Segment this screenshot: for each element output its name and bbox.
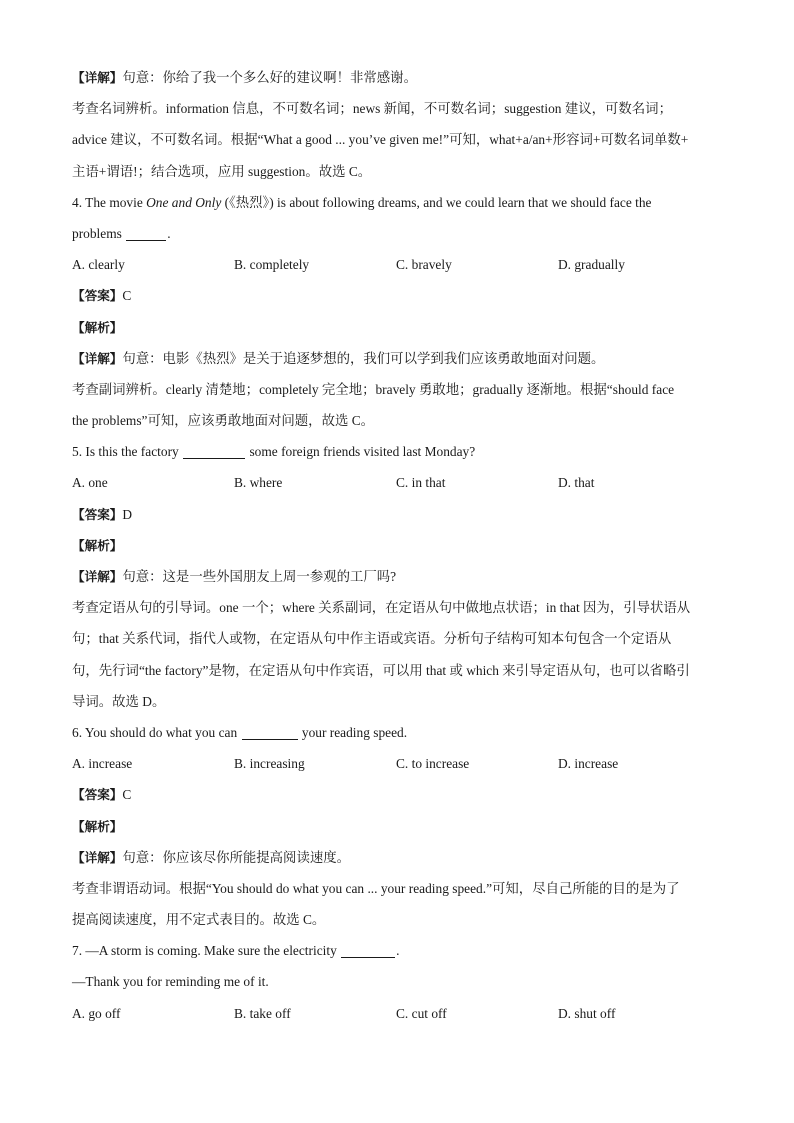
sentence-meaning: 句意：这是一些外国朋友上周一参观的工厂吗? — [122, 569, 397, 584]
option-b: B. completely — [234, 257, 310, 273]
detail-label: 【详解】 — [72, 569, 123, 584]
stem-text: problems — [72, 225, 122, 241]
stem-text: your reading speed. — [301, 724, 408, 740]
detail-label: 【详解】 — [72, 849, 123, 865]
detail-line — [72, 842, 722, 873]
stem-text: . — [167, 225, 171, 241]
sentence-meaning: 句意：你应该尽你所能提高阅读速度。 — [122, 849, 351, 865]
movie-title: One and Only — [146, 194, 222, 210]
stem-text: 5. Is this the factory — [72, 444, 179, 460]
explanation-line: 考查名词辨析。information 信息，不可数名词；news 新闻，不可数名词；suggestion 建议，可数名词； — [72, 101, 672, 117]
option-b: B. increasing — [234, 756, 305, 772]
option-b: B. take off — [234, 1005, 291, 1021]
question-6-options — [72, 748, 722, 779]
question-7-reply: —Thank you for reminding me of it. — [72, 974, 269, 990]
answer-blank — [341, 943, 395, 958]
answer-value: C — [122, 288, 132, 304]
question-4-options — [72, 249, 722, 280]
analysis-line — [72, 530, 722, 561]
option-a: A. one — [72, 475, 108, 491]
q3-detail-line — [72, 62, 722, 93]
answer-value: D — [122, 506, 133, 522]
option-c: C. cut off — [396, 1005, 447, 1021]
option-c: C. in that — [396, 475, 446, 491]
question-5-options — [72, 467, 722, 498]
explanation-line: 导词。故选 D。 — [72, 693, 166, 709]
analysis-label: 【解析】 — [72, 537, 123, 553]
stem-text: some foreign friends visited last Monday? — [249, 444, 476, 460]
detail-line — [72, 561, 722, 592]
answer-blank — [242, 725, 298, 740]
question-5-stem — [72, 436, 722, 467]
explanation-line: the problems”可知，应该勇敢地面对问题，故选 C。 — [72, 413, 375, 429]
analysis-line — [72, 811, 722, 842]
explanation-line: 考查定语从句的引导词。one 一个；where 关系副词，在定语从句中做地点状语；in that 因为，引导状语从 — [72, 600, 691, 616]
explanation-line: 考查副词辨析。clearly 清楚地；completely 完全地；bravely 勇敢地；gradually 逐渐地。根据“should face — [72, 381, 675, 397]
answer-label: 【答案】 — [72, 787, 123, 803]
analysis-line — [72, 312, 722, 343]
option-d: D. gradually — [558, 257, 625, 273]
analysis-label: 【解析】 — [72, 319, 123, 335]
question-4-stem-cont — [72, 218, 722, 249]
sentence-meaning: 句意：你给了我一个多么好的建议啊！非常感谢。 — [122, 70, 417, 85]
option-d: D. shut off — [558, 1005, 616, 1021]
option-a: A. go off — [72, 1005, 121, 1021]
answer-value: C — [122, 787, 132, 803]
explanation-line: advice 建议，不可数名词。根据“What a good ... you’ve given me!”可知，what+a/an+形容词+可数名词单数+ — [72, 132, 689, 148]
option-b: B. where — [234, 475, 283, 491]
stem-text: 4. The movie — [72, 194, 147, 210]
answer-line — [72, 280, 722, 311]
answer-line — [72, 499, 722, 530]
question-7-stem — [72, 935, 722, 966]
explanation-line: 句；that 关系代词，指代人或物，在定语从句中作主语或宾语。分析句子结构可知本句包含一个定语从 — [72, 631, 672, 647]
explanation-line: 提高阅读速度，用不定式表目的。故选 C。 — [72, 912, 326, 928]
option-a: A. increase — [72, 756, 133, 772]
question-6-stem — [72, 717, 722, 748]
stem-text: 7. —A storm is coming. Make sure the electricity — [72, 943, 337, 959]
answer-blank — [126, 226, 166, 241]
explanation-line: 主语+谓语!；结合选项，应用 suggestion。故选 C。 — [72, 163, 372, 179]
stem-text: (《热烈》) is about following dreams, and we could learn that we should face the — [221, 194, 652, 210]
option-a: A. clearly — [72, 257, 125, 273]
question-4-stem — [72, 187, 722, 218]
option-d: D. increase — [558, 756, 619, 772]
answer-line — [72, 779, 722, 810]
answer-label: 【答案】 — [72, 288, 123, 304]
sentence-meaning: 句意：电影《热烈》是关于追逐梦想的，我们可以学到我们应该勇敢地面对问题。 — [122, 350, 605, 366]
stem-text: 6. You should do what you can — [72, 724, 238, 740]
detail-label: 【详解】 — [72, 70, 123, 85]
explanation-line: 句，先行词“the factory”是物，在定语从句中作宾语，可以用 that 或 which 来引导定语从句，也可以省略引 — [72, 662, 690, 678]
explanation-line: 考查非谓语动词。根据“You should do what you can ... your reading speed.”可知，尽自己所能的目的是为了 — [72, 880, 680, 896]
option-c: C. bravely — [396, 257, 452, 273]
detail-label: 【详解】 — [72, 350, 123, 366]
question-7-options — [72, 998, 722, 1029]
option-c: C. to increase — [396, 756, 470, 772]
document-page — [72, 62, 722, 1029]
stem-text: . — [396, 943, 400, 959]
analysis-label: 【解析】 — [72, 818, 123, 834]
answer-label: 【答案】 — [72, 506, 123, 522]
option-d: D. that — [558, 475, 595, 491]
detail-line — [72, 343, 722, 374]
answer-blank — [183, 444, 245, 459]
